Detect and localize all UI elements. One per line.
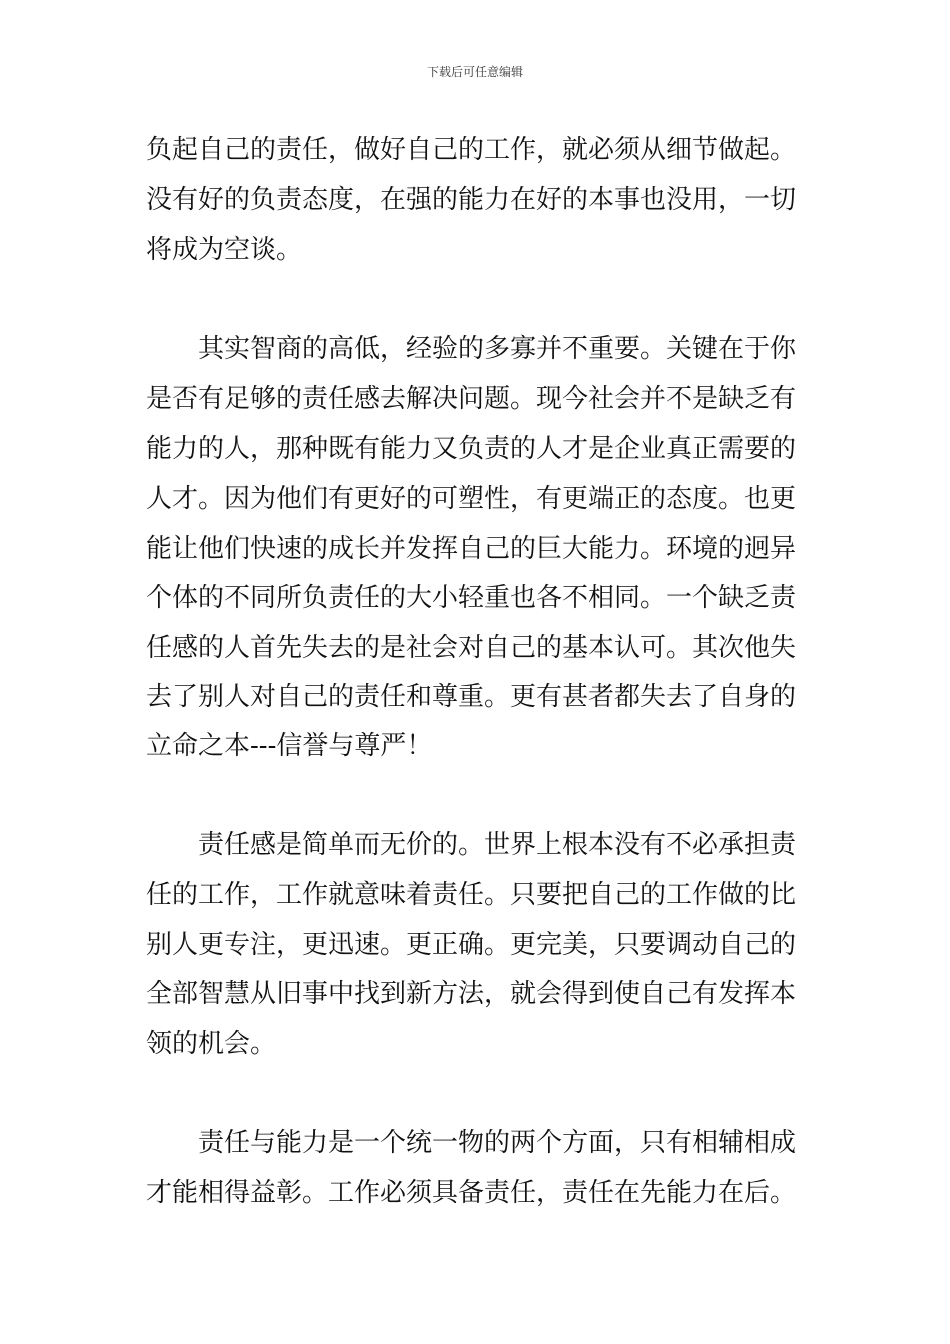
paragraph-first-line: 责任与能力是一个统一物的两个方面，只有相辅相成: [198, 1128, 797, 1158]
text-line: 立命之本---信誉与尊严！: [146, 731, 433, 761]
text-line: 任的工作，工作就意味着责任。只要把自己的工作做的比: [146, 880, 797, 910]
text-line: 任感的人首先失去的是社会对自己的基本认可。其次他失: [146, 633, 797, 663]
page-header: 下载后可任意编辑: [426, 65, 523, 79]
text-line: 领的机会。: [146, 1029, 277, 1059]
text-line: 别人更专注，更迅速。更正确。更完美，只要调动自己的: [146, 930, 797, 960]
text-line: 负起自己的责任，做好自己的工作，就必须从细节做起。: [146, 135, 797, 165]
text-line: 没有好的负责态度，在强的能力在好的本事也没用，一切: [146, 185, 797, 215]
text-line: 去了别人对自己的责任和尊重。更有甚者都失去了自身的: [146, 682, 797, 712]
paragraph-first-line: 责任感是简单而无价的。世界上根本没有不必承担责: [198, 830, 797, 860]
text-line: 将成为空谈。: [146, 235, 303, 265]
text-line: 能让他们快速的成长并发挥自己的巨大能力。环境的迥异: [146, 534, 797, 564]
text-line: 才能相得益彰。工作必须具备责任，责任在先能力在后。: [146, 1178, 797, 1208]
text-line: 能力的人，那种既有能力又负责的人才是企业真正需要的: [146, 434, 797, 464]
paragraph-first-line: 其实智商的高低，经验的多寡并不重要。关键在于你: [198, 334, 797, 364]
text-line: 是否有足够的责任感去解决问题。现今社会并不是缺乏有: [146, 384, 797, 414]
text-line: 人才。因为他们有更好的可塑性，有更端正的态度。也更: [146, 484, 797, 514]
text-line: 全部智慧从旧事中找到新方法，就会得到使自己有发挥本: [146, 979, 797, 1009]
text-line: 个体的不同所负责任的大小轻重也各不相同。一个缺乏责: [146, 583, 797, 613]
